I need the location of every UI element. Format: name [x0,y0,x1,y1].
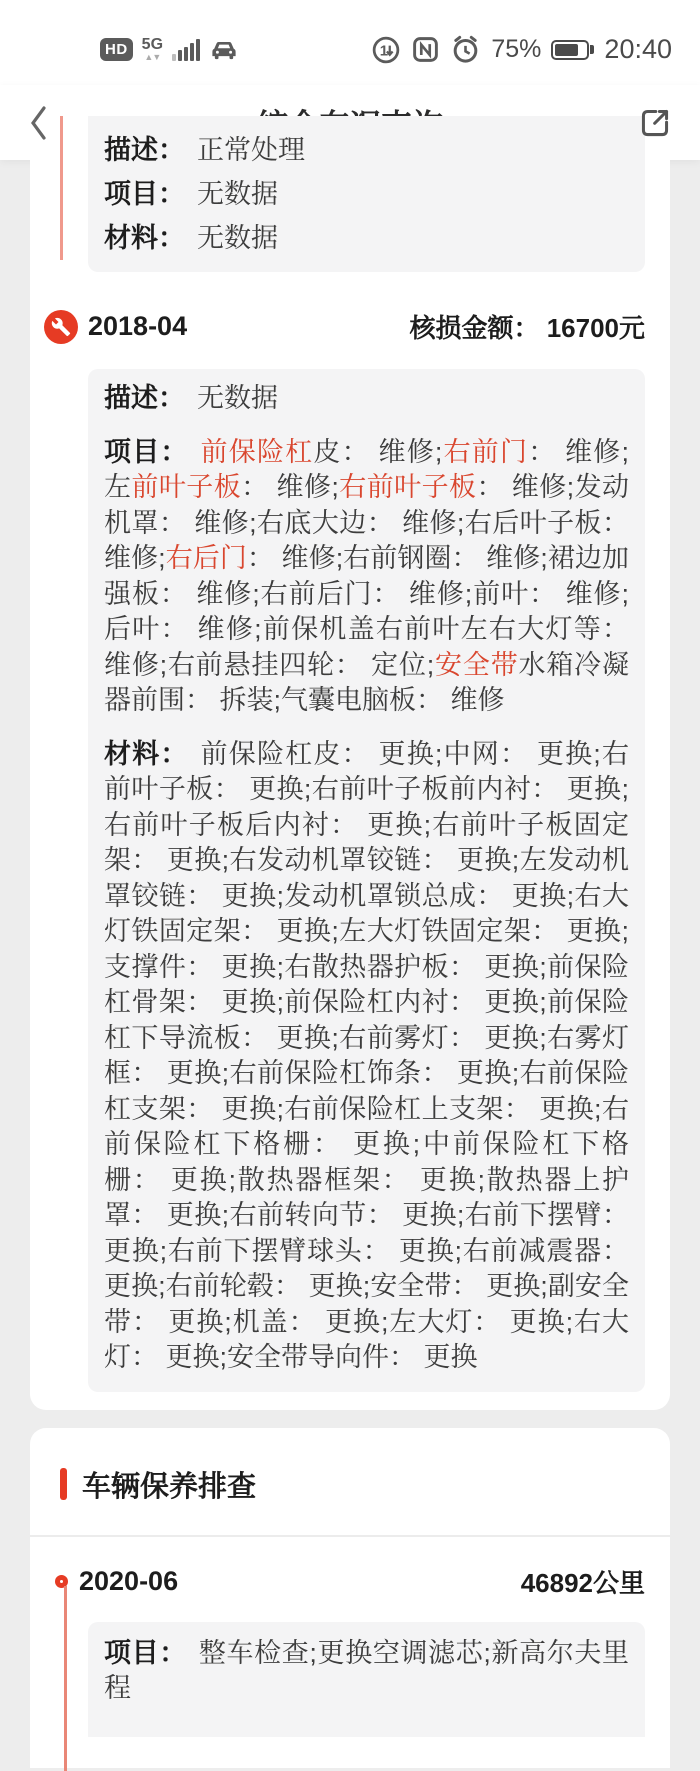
damage-amount [409,308,645,345]
project-segment: ： 维修;发动机罩： 维修;右底大边： 维修;右后叶子板： 维修; [104,472,630,573]
project-value: 无数据 [197,179,278,209]
battery-icon [551,40,594,60]
project-label: 项目： [104,1637,187,1668]
content-area [0,116,700,1768]
alarm-icon [450,34,481,65]
project-paragraph [104,1636,629,1707]
material-label: 材料： [104,223,185,253]
accident-record-header [88,308,645,345]
record-date: 2020-06 [79,1565,179,1596]
desc-value: 无数据 [197,383,278,413]
damaged-part-highlight: 右前门 [442,436,529,467]
material-label: 材料： [104,738,189,769]
network-type-icon [142,37,163,62]
record-date: 2018-04 [88,311,188,341]
card-gap [0,1410,700,1428]
nfc-icon [411,35,440,64]
accident-record-box [88,369,645,1392]
network-type-label: 5G [141,36,164,53]
damage-amount-label: 核损金额： [409,313,540,343]
desc-value: 正常处理 [197,135,305,165]
maintenance-card [30,1428,670,1768]
wrench-icon [44,310,78,344]
material-value: 无数据 [197,223,278,253]
record-desc-row [104,128,629,172]
maintenance-record-box [88,1622,645,1737]
battery-percent: 75% [491,35,542,63]
timeline-connector [64,1586,67,1771]
material-value: 前保险杠皮： 更换;中网： 更换;右前叶子板： 更换;右前叶子板前内衬： 更换;右前叶子板后内衬： 更换;右前叶子板固定架： 更换;右发动机罩铰链： 更换;左发动机罩铰链： 更换;发动机罩锁总成： 更换;右大灯铁固定架： 更换;左大灯铁固定架： 更换;支撑件： 更换;右散热器护板： 更换;前保险杠骨架： 更换;前保险杠内衬： 更换;前保险杠下导流板： 更换;右前雾灯： 更换;右雾灯框： 更换;右前保险杠饰条： 更换;右前保险杠支架： 更换;右前保险杠上支架： 更换;右前保险杠下格栅： 更换;中前保险杠下格栅： 更换;散热器框架： 更换;散热器上护罩： 更换;右前转向节： 更换;右前下摆臂： 更换;右前下摆臂球头： 更换;右前减震器： 更换;右前轮毂： 更换;安全带： 更换;副安全带： 更换;机盖： 更换;左大灯： 更换;右大灯： 更换;安全带导向件： 更换 [104,738,630,1372]
project-segment: 皮： 维修; [313,436,443,467]
project-paragraph [104,435,629,719]
damaged-part-highlight: 前叶子板 [131,472,242,502]
record-material-row [104,216,629,260]
back-button[interactable] [26,103,50,143]
desc-label: 描述： [104,383,185,413]
section-accent-bar [60,1468,67,1500]
clock: 20:40 [604,34,672,64]
project-label: 项目： [104,436,189,467]
record-project-row [104,172,629,216]
data-saver-digit: 1 [380,42,389,60]
accident-repair-card [30,116,670,1410]
project-segment: 水箱冷凝器前围： 拆装;气囊电脑板： 维修 [104,649,629,715]
hd-voice-icon: HD [100,38,133,61]
car-mode-icon [209,39,239,61]
project-segment: ： 维修;左 [104,436,629,502]
status-bar [0,0,700,85]
mileage-value: 46892公里 [520,1567,645,1598]
back-chevron-icon [26,103,50,143]
section-title: 车辆保养排查 [82,1470,257,1503]
share-icon [636,104,674,142]
damaged-part-highlight: 前保险杠 [200,436,314,467]
project-segments [104,437,629,716]
previous-record-box [88,116,645,272]
project-label: 项目： [104,179,185,209]
maintenance-record-header [30,1537,670,1600]
project-segment: ： 维修;右前钢圈： 维修;裙边加强板： 维修;右前后门： 维修;前叶： 维修;后叶： 维修;前保机盖右前叶左右大灯等： 维修;右前悬挂四轮： 定位; [104,543,629,680]
timeline-connector [60,116,63,260]
damaged-part-highlight: 安全带 [434,649,519,680]
share-button[interactable] [636,104,674,142]
data-saver-icon [371,35,401,65]
desc-paragraph [104,381,629,417]
damage-amount-value: 16700元 [546,313,645,343]
data-arrows-icon: ▲▼ [144,52,161,62]
project-value: 整车检查;更换空调滤芯;新高尔夫里程 [104,1637,630,1703]
desc-label: 描述： [104,135,185,165]
damaged-part-highlight: 右前叶子板 [338,472,477,502]
material-paragraph [104,737,629,1376]
maintenance-section-header [30,1428,670,1537]
project-segment: ： 维修; [241,472,339,502]
damaged-part-highlight: 右后门 [165,543,247,573]
signal-strength-icon [172,39,200,61]
